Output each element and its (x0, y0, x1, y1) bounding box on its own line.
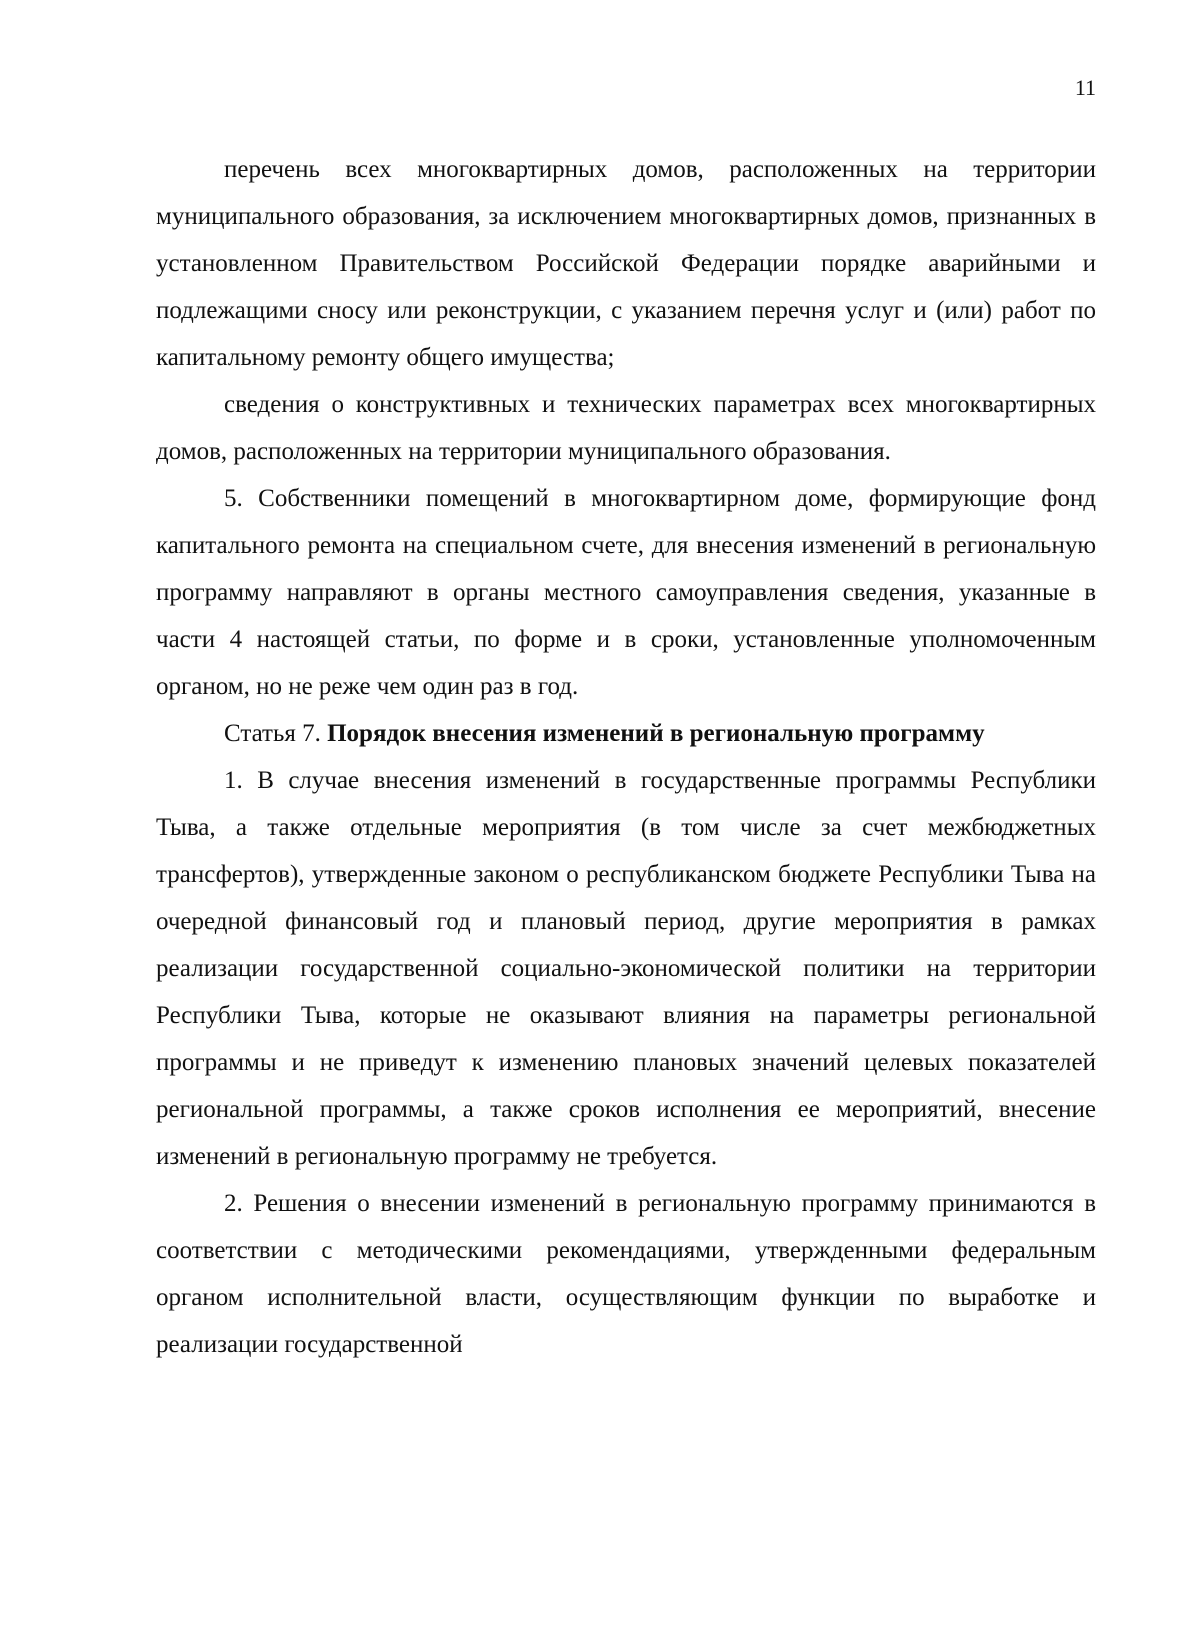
paragraph-building-parameters: сведения о конструктивных и технических параметрах всех многоквартирных домов, расположенных на территории муниципального образования. (156, 391, 1096, 465)
paragraph-1-changes: 1. В случае внесения изменений в государственные программы Республики Тыва, а также отдельные мероприятия (в том числе за счет межбюджетных трансфертов), утвержденные законом о республиканском бюджете Республики Тыва на очередной финансовый год и плановый период, другие мероприятия в рамках реализации государственной социально-экономической политики на территории Республики Тыва, которые не оказывают влияния на параметры региональной программы и не приведут к изменению плановых значений целевых показателей региональной программы, а также сроков исполнения ее мероприятий, внесение изменений в региональную программу не требуется. (156, 767, 1096, 1170)
paragraph-list-of-buildings: перечень всех многоквартирных домов, расположенных на территории муниципального образования, за исключением многоквартирных домов, признанных в установленном Правительством Российской Федерации порядке аварийными и подлежащими сносу или реконструкции, с указанием перечня услуг и (или) работ по капитальному ремонту общего имущества; (156, 156, 1096, 371)
page-number: 11 (1074, 75, 1096, 100)
article-label: Статья 7. (224, 720, 321, 747)
article-heading (156, 710, 1096, 757)
paragraph-2-decisions: 2. Решения о внесении изменений в региональную программу принимаются в соответствии с методическими рекомендациями, утвержденными федеральным органом исполнительной власти, осуществляющим функции по выработке и реализации государственной (156, 1190, 1096, 1358)
paragraph-5-owners: 5. Собственники помещений в многоквартирном доме, формирующие фонд капитального ремонта на специальном счете, для внесения изменений в региональную программу направляют в органы местного самоуправления сведения, указанные в части 4 настоящей статьи, по форме и в сроки, установленные уполномоченным органом, но не реже чем один раз в год. (156, 485, 1096, 700)
document-body (156, 146, 1096, 1368)
article-title: Порядок внесения изменений в региональную программу (327, 720, 985, 747)
